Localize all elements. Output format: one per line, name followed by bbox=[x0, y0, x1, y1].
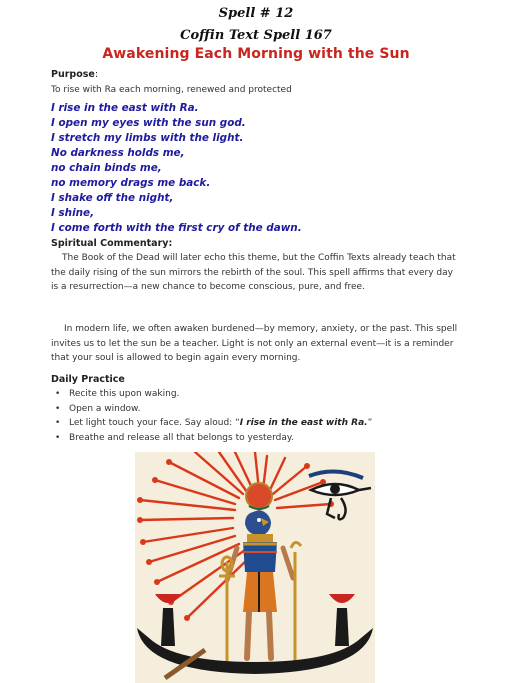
bullet-icon: • bbox=[55, 418, 61, 429]
bullet-icon: • bbox=[55, 389, 61, 399]
poem-line: I shake off the night, bbox=[51, 192, 174, 204]
practice-item-text: Breathe and release all that belongs to yesterday. bbox=[69, 432, 294, 443]
poem-line: no memory drags me back. bbox=[51, 177, 211, 189]
practice-item-quote: I rise in the east with Ra. bbox=[239, 418, 368, 429]
ra-illustration-svg bbox=[135, 452, 375, 683]
poem-line: I shine, bbox=[51, 207, 95, 219]
list-item bbox=[51, 387, 451, 402]
list-item bbox=[51, 416, 451, 431]
poem-line: I come forth with the first cry of the dawn. bbox=[51, 222, 302, 234]
poem-line: I open my eyes with the sun god. bbox=[51, 117, 246, 129]
practice-item-text: Open a window. bbox=[69, 403, 141, 414]
spell-poem bbox=[51, 101, 351, 236]
purpose-colon: : bbox=[94, 69, 99, 80]
practice-label: Daily Practice bbox=[51, 374, 125, 385]
bullet-icon: • bbox=[55, 403, 61, 414]
poem-line: I stretch my limbs with the light. bbox=[51, 132, 244, 144]
practice-item-suffix: ” bbox=[367, 418, 373, 429]
list-item bbox=[51, 402, 451, 417]
spell-subtitle: Coffin Text Spell 167 bbox=[180, 28, 332, 43]
spell-title: Awakening Each Morning with the Sun bbox=[102, 46, 410, 62]
purpose-label-text: Purpose bbox=[51, 69, 95, 80]
ra-illustration bbox=[135, 452, 375, 683]
practice-item-text: Recite this upon waking. bbox=[69, 389, 180, 399]
commentary-paragraph-1: The Book of the Dead will later echo this theme, but the Coffin Texts already teach that the daily rising of the sun mirrors the rebirth of the soul. This spell affirms that every day is a resurrection—a new chance to become conscious, pure, and free. bbox=[51, 253, 456, 292]
poem-line: No darkness holds me, bbox=[51, 147, 185, 159]
purpose-text: To rise with Ra each morning, renewed and protected bbox=[51, 85, 292, 95]
sun-disk-icon bbox=[246, 483, 272, 509]
poem-line: no chain binds me, bbox=[51, 162, 162, 174]
poem-line: I rise in the east with Ra. bbox=[51, 102, 199, 114]
list-item bbox=[51, 431, 451, 446]
commentary-paragraph-2: In modern life, we often awaken burdened—by memory, anxiety, or the past. This spell invites us to let the sun be a teacher. Light is not only an external event—it is a reminder that your soul is allowed to begin again every morning. bbox=[51, 324, 458, 363]
commentary-label: Spiritual Commentary: bbox=[51, 238, 173, 249]
purpose-label bbox=[51, 69, 98, 80]
practice-item-prefix: Let light touch your face. Say aloud: “ bbox=[69, 418, 240, 429]
spell-number: Spell # 12 bbox=[218, 6, 294, 21]
bullet-icon: • bbox=[55, 432, 61, 443]
practice-list bbox=[51, 387, 451, 445]
